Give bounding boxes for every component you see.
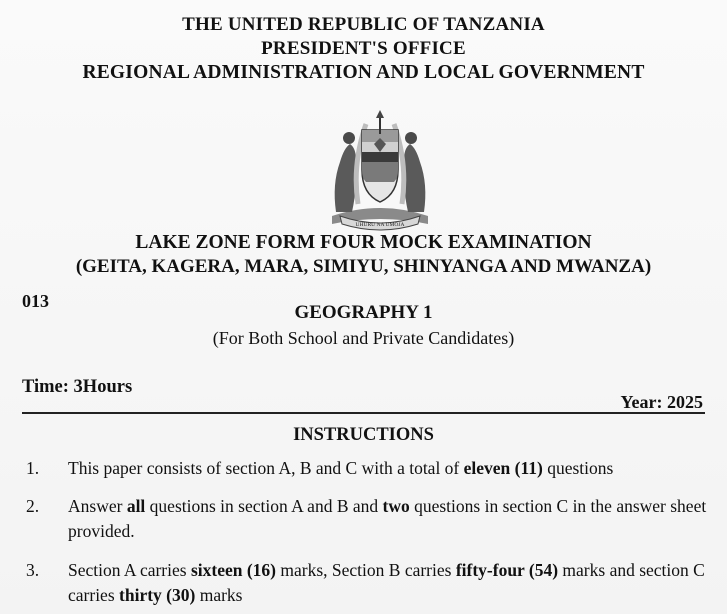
exam-year: Year: 2025 <box>620 392 703 412</box>
header-office: PRESIDENT'S OFFICE <box>261 38 466 59</box>
instruction-number: 1. <box>26 458 40 478</box>
instruction-text: Answer all questions in section A and B and two questions in section C in the answer sheet provided. <box>68 496 707 541</box>
subject-title: GEOGRAPHY 1 <box>294 302 433 323</box>
exam-regions: (GEITA, KAGERA, MARA, SIMIYU, SHINYANGA AND MWANZA) <box>75 256 652 277</box>
divider-line <box>22 412 705 414</box>
header-country: THE UNITED REPUBLIC OF TANZANIA <box>182 14 545 35</box>
exam-title: LAKE ZONE FORM FOUR MOCK EXAMINATION <box>135 232 592 253</box>
instruction-number: 2. <box>26 496 40 516</box>
candidates-note: (For Both School and Private Candidates) <box>212 328 515 348</box>
instructions-heading: INSTRUCTIONS <box>293 425 434 445</box>
emblem-motto: UHURU NA UMOJA <box>355 222 405 228</box>
header-ministry: REGIONAL ADMINISTRATION AND LOCAL GOVERNMENT <box>82 62 645 83</box>
exam-time: Time: 3Hours <box>22 377 133 397</box>
instruction-text: This paper consists of section A, B and C with a total of eleven (11) questions <box>68 458 614 478</box>
instruction-text: Section A carries sixteen (16) marks, Section B carries fifty-four (54) marks and section C carries thirty (30) marks <box>68 560 705 605</box>
instruction-number: 3. <box>26 560 40 580</box>
coat-of-arms-icon <box>322 104 438 232</box>
paper-code: 013 <box>22 291 49 311</box>
